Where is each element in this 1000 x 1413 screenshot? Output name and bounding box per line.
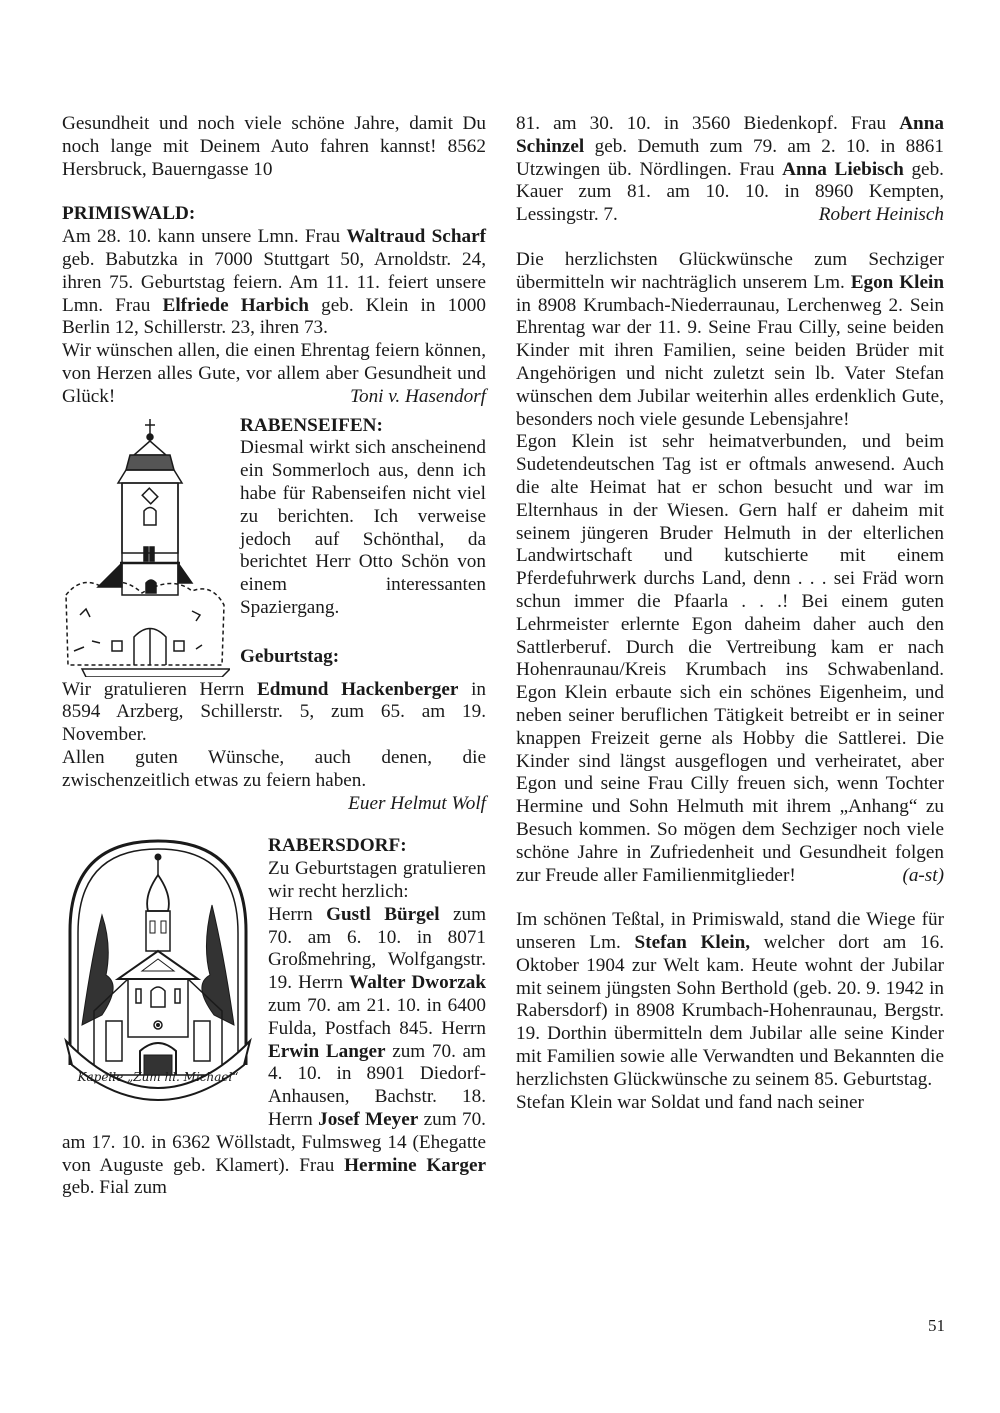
person-name: Waltraud Scharf — [346, 226, 486, 248]
person-name: Gustl Bürgel — [326, 903, 440, 925]
section-heading-geburtstag: Geburtstag: — [240, 645, 340, 667]
egon-klein-paragraph-2: Egon Klein ist sehr heimatverbunden, und beim Sudetendeutschen Tag ist er oftmals anwesend. Auch die alte Heimat hat er schon besucht und war im Elternhaus in der Wiesen. Gern half er daheim mit seinem jüngeren Bruder Helmuth in der elterlichen Landwirtschaft und kutschierte mit einem Pferdefuhrwerk durchs Land, denn . . . sei Fräd worn schun immer die Pfaarla . . .! Bei einem guten Lehrmeister erlernte Egon daheim daher auch den Sattlerberuf. Durch die Vertreibung kam er nach Hohenraunau/Kreis Krumbach ins Schwabenland. Egon Klein erbaute sich ein schönes Eigenheim, und neben seiner beruflichen Tätigkeit betreibt er in seiner knappen Freizeit gerne als Hobby die Sattlerei. Die Kinder sind längst ausgeflogen und verheiratet, aber Egon und seine Frau Cilly freuen sich, wenn Tochter Hermine und Sohn Helmuth mit ihrem „Anhang“ zu Besuch kommen. So mögen dem Sechziger noch viele schöne Jahre in Zufriedenheit und Gesundheit folgen zur Freude aller Familienmitglieder! (a-st) — [516, 431, 944, 886]
geburtstag-paragraph-2: Allen guten Wünsche, auch denen, die zwischenzeitlich etwas zu feiern haben. — [62, 746, 486, 791]
church-tower-illustration — [62, 415, 230, 677]
person-name: Anna Liebisch — [782, 158, 904, 180]
chapel-illustration — [62, 835, 258, 1109]
person-name: Hermine Karger — [344, 1154, 486, 1176]
author-signature: Euer Helmut Wolf — [348, 792, 486, 814]
stefan-klein-paragraph-2: Stefan Klein war Soldat und fand nach seiner — [516, 1091, 864, 1113]
stefan-klein-paragraph-1: Im schönen Teßtal, in Primiswald, stand die Wiege für unseren Lm. Stefan Klein, welcher dort am 16. Oktober 1904 zur Welt kam. Heute wohnt der Jubilar mit seinem jüngsten Sohn Berthold (geb. 20. 9. 1942 in Rabersdorf) in 8908 Krumbach-Hohenraunau, Bergstr. 19. Dorthin übermitteln dem Jubilar alle seine Kinder mit Familien sowie alle Verwandten und Bekannten die herzlichsten Glückwünsche zu seinem 85. Geburtstag. — [516, 909, 944, 1090]
continued-birthday-list: 81. am 30. 10. in 3560 Biedenkopf. Frau Anna Schinzel geb. Demuth zum 79. am 2. 10. in 8861 Utzwingen üb. Nördlingen. Frau Anna Liebisch geb. Kauer zum 81. am 10. 10. in 8960 Kempten, Lessingstr. 7. Robert Heinisch — [516, 113, 944, 226]
egon-klein-paragraph-1: Die herzlichsten Glückwünsche zum Sechziger übermitteln wir nachträglich unserem Lm. Egon Klein in 8908 Krumbach-Niederraunau, Lerchenweg 2. Sein Ehrentag war der 11. 9. Seine Frau Cilly, seine beiden Kinder mit ihren Familien, seine beiden Brüder mit Angehörigen und nicht zuletzt sein lb. Vater Stefan wünschen dem Jubilar weiterhin alles erdenklich Gute, besonders noch viele gesunde Lebensjahre! — [516, 248, 944, 430]
rabenseifen-paragraph: Diesmal wirkt sich anscheinend ein Sommerloch aus, denn ich habe für Rabenseifen nicht viel zu berichten. Ich verweise jedoch auf Schönthal, da berichtet Herr Otto Schön von einem interessanten Spaziergang. — [240, 437, 486, 618]
person-name: Josef Meyer — [318, 1108, 419, 1130]
page-number: 51 — [928, 1316, 945, 1335]
intro-paragraph: Gesundheit und noch viele schöne Jahre, damit Du noch lange mit Deinem Auto fahren kannst! 8562 Hersbruck, Bauerngasse 10 — [62, 113, 486, 180]
person-name: Edmund Hackenberger — [256, 678, 459, 700]
person-name: Erwin Langer — [268, 1040, 386, 1062]
section-heading-rabersdorf: RABERSDORF: — [268, 835, 407, 857]
person-name: Egon Klein — [850, 271, 944, 293]
author-signature: Robert Heinisch — [818, 204, 944, 226]
primiswald-paragraph-2: Wir wünschen allen, die einen Ehrentag feiern können, von Herzen alles Gute, vor allem aber Gesundheit und Glück! Toni v. Hasendorf — [62, 340, 486, 407]
person-name: Walter Dworzak — [349, 972, 487, 994]
person-name: Stefan Klein, — [634, 932, 751, 954]
church-tower-icon — [62, 415, 230, 677]
rabersdorf-intro: Zu Geburtstagen gratulieren wir recht herzlich: — [268, 858, 486, 902]
right-column — [516, 113, 944, 1114]
section-heading-primiswald: PRIMISWALD: — [62, 203, 196, 225]
chapel-emblem-icon — [62, 835, 254, 1105]
author-signature: Toni v. Hasendorf — [350, 385, 486, 407]
rabersdorf-birthday-list: Herrn Gustl Bürgel zum 70. am 6. 10. in 8071 Großmehring, Wolfgangstr. 19. Herrn Walter Dworzak zum 70. am 21. 10. in 6400 Fulda, Postfach 845. Herrn Erwin Langer zum 70. am 4. 10. in 8901 Diedorf-Anhausen, Bachstr. 18. Herrn Josef Meyer zum 70. am 17. 10. in 6362 Wöllstadt, Fulmsweg 14 (Ehegatte von Auguste geb. Klamert). Frau Hermine Karger geb. Fial zum — [62, 903, 487, 1199]
svg-text:Kapelle „Zum hl. Michael“: Kapelle „Zum hl. Michael“ — [77, 1070, 239, 1085]
geburtstag-paragraph-1: Wir gratulieren Herrn Edmund Hackenberger in 8594 Arzberg, Schillerstr. 5, zum 65. am 19. November. — [62, 678, 486, 746]
person-name: Anna Schinzel — [516, 113, 944, 157]
primiswald-paragraph-1: Am 28. 10. kann unsere Lmn. Frau Waltraud Scharf geb. Babutzka in 7000 Stuttgart 50, Arnoldstr. 24, ihren 75. Geburtstag feiern. Am 11. 11. feiert unsere Lmn. Frau Elfriede Harbich geb. Klein in 1000 Berlin 12, Schillerstr. 23, ihren 73. — [62, 226, 486, 339]
left-column — [62, 113, 486, 1200]
author-signature: (a-st) — [902, 864, 944, 886]
section-heading-rabenseifen: RABENSEIFEN: — [240, 414, 383, 436]
person-name: Elfriede Harbich — [162, 294, 309, 316]
